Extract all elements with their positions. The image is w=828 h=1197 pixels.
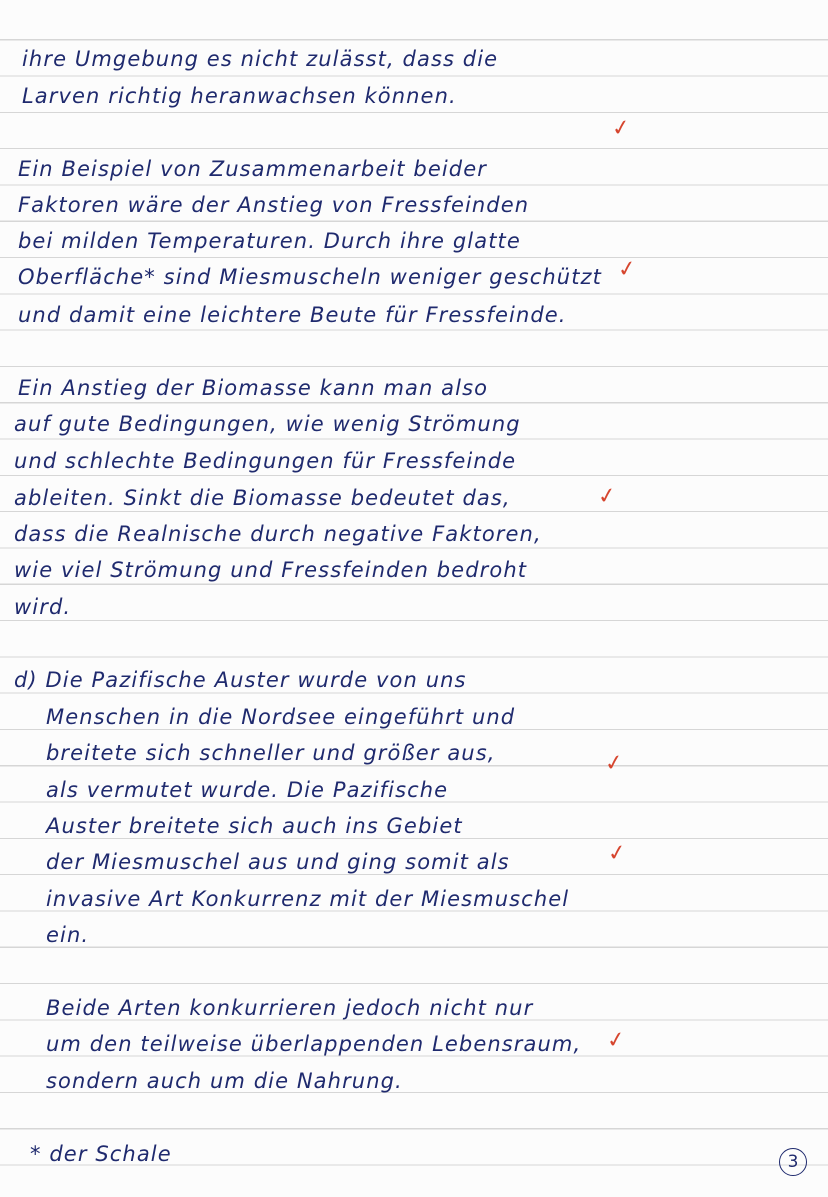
text-line: ihre Umgebung es nicht zulässt, dass die [22,47,499,71]
text-line: Oberfläche* sind Miesmuscheln weniger geschützt [18,265,603,289]
text-line: auf gute Bedingungen, wie wenig Strömung [14,412,521,436]
text-line: als vermutet wurde. Die Pazifische [46,778,449,802]
text-line: Larven richtig heranwachsen können. [22,84,457,108]
text-line: Ein Anstieg der Biomasse kann man also [18,376,489,400]
correction-checkmark: ✓ [610,114,633,143]
text-line: der Miesmuschel aus und ging somit als [46,850,510,874]
text-line: Beide Arten konkurrieren jedoch nicht nur [46,996,534,1020]
text-line: Ein Beispiel von Zusammenarbeit beider [18,157,487,181]
page-number: 3 [779,1148,807,1176]
text-line: breitete sich schneller und größer aus, [46,741,496,765]
correction-checkmark: ✓ [596,482,619,511]
text-line: ableiten. Sinkt die Biomasse bedeutet das, [14,486,511,510]
text-line: wie viel Strömung und Fressfeinden bedroht [14,558,528,582]
text-line: und schlechte Bedingungen für Fressfeinde [14,449,517,473]
text-line: ein. [46,923,90,947]
text-line: und damit eine leichtere Beute für Fressfeinde. [18,303,567,327]
text-line: bei milden Temperaturen. Durch ihre glatte [18,229,521,253]
text-line: Faktoren wäre der Anstieg von Fressfeinden [18,193,530,217]
text-line: dass die Realnische durch negative Faktoren, [14,522,542,546]
text-line: Menschen in die Nordsee eingeführt und [46,705,516,729]
text-line: d) Die Pazifische Auster wurde von uns [14,668,467,692]
correction-checkmark: ✓ [606,839,629,868]
text-line: Auster breitete sich auch ins Gebiet [46,814,463,838]
footnote: * der Schale [30,1142,172,1166]
text-line: invasive Art Konkurrenz mit der Miesmuschel [46,887,570,911]
correction-checkmark: ✓ [616,255,639,284]
text-line: wird. [14,595,72,619]
correction-checkmark: ✓ [603,749,626,778]
text-line: um den teilweise überlappenden Lebensraum, [46,1032,582,1056]
correction-checkmark: ✓ [605,1026,628,1055]
text-line: sondern auch um die Nahrung. [46,1069,403,1093]
